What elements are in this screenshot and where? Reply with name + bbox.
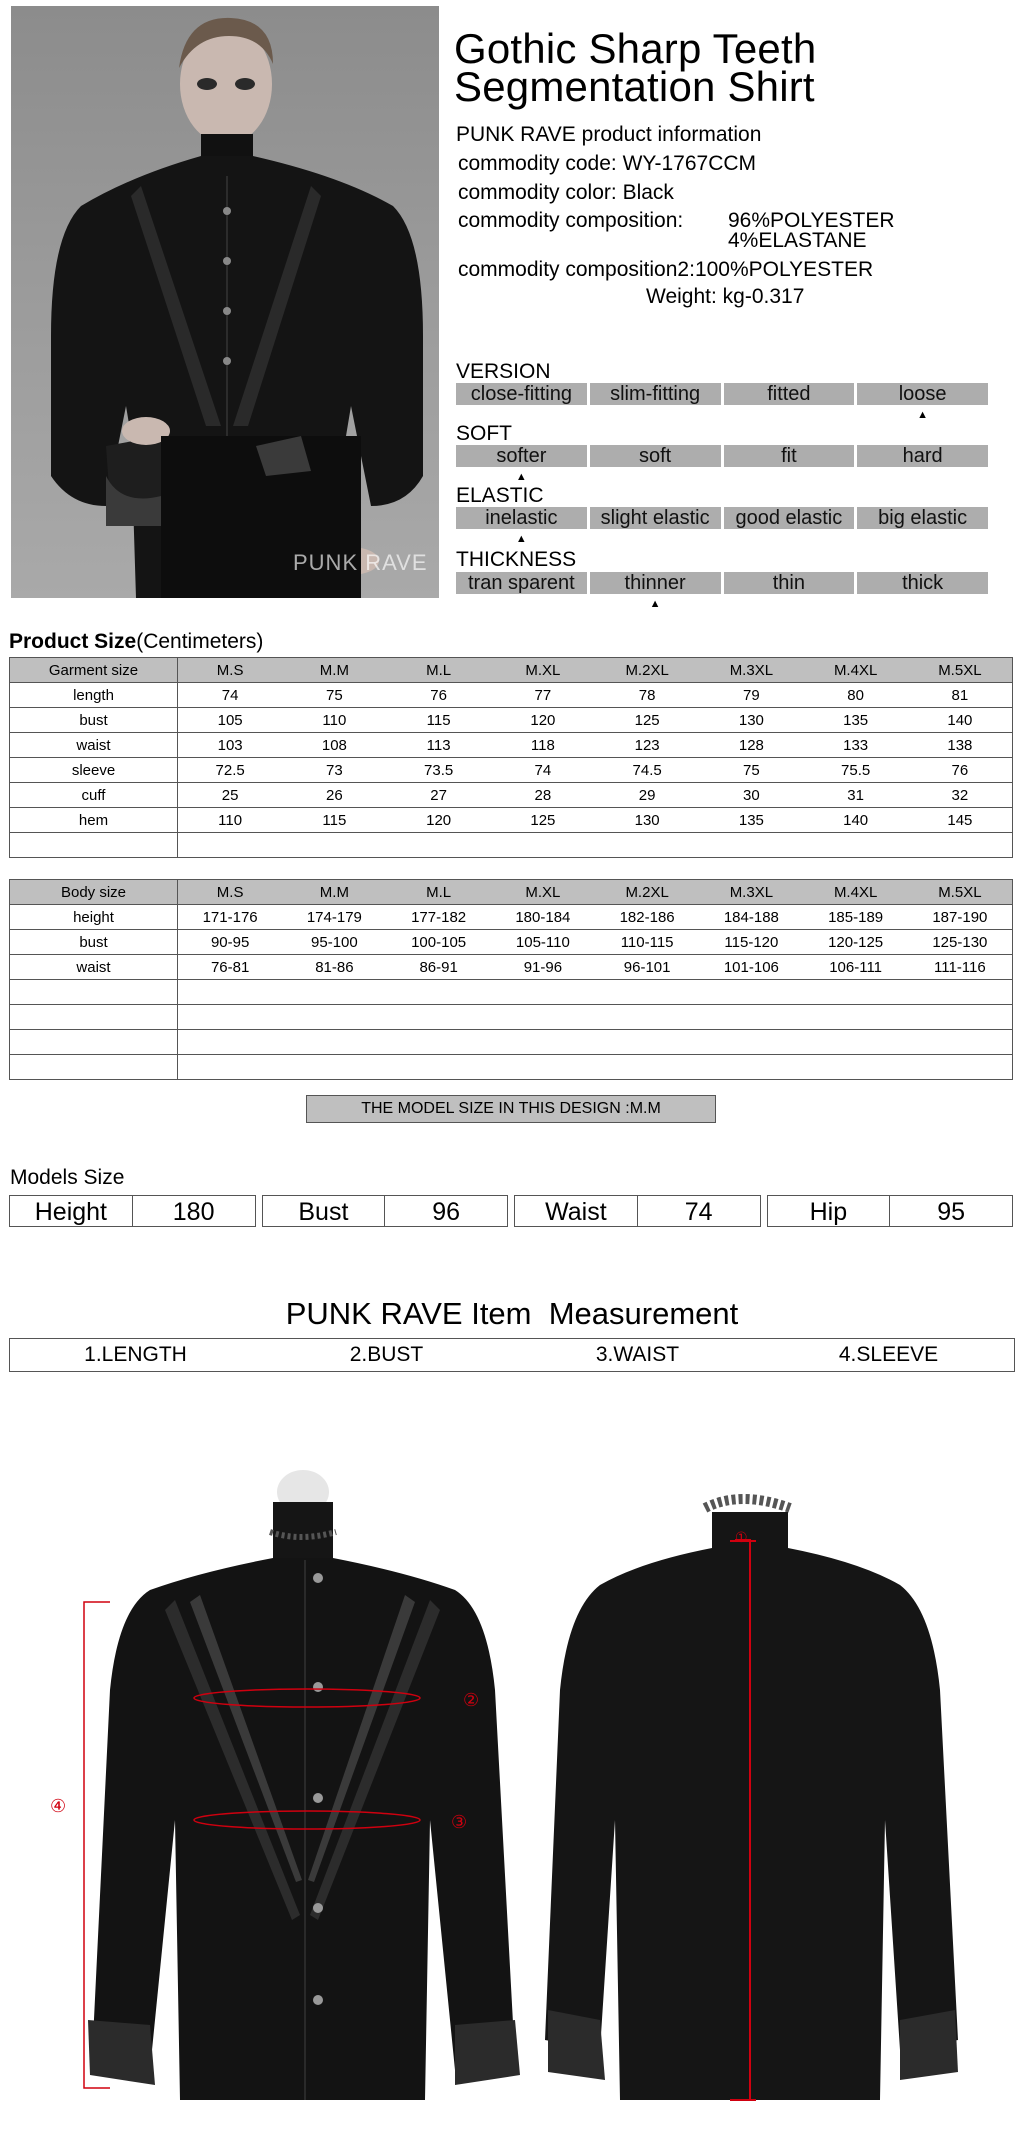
row-label: height <box>10 905 178 930</box>
thickness-option: thick <box>857 572 988 594</box>
hip-label: Hip <box>768 1196 891 1226</box>
table-cell: 125 <box>634 711 660 729</box>
comp2-value: 100%POLYESTER <box>694 258 874 281</box>
bust-value: 96 <box>432 1198 461 1226</box>
version-title: VERSION <box>456 360 551 383</box>
measure-length: 1.LENGTH <box>84 1343 187 1366</box>
table-cell: 174-179 <box>306 908 362 926</box>
size-label: M.M <box>319 661 349 679</box>
table-cell: 105 <box>217 711 243 729</box>
table-header-row <box>10 658 1013 683</box>
table-cell: 111-116 <box>934 958 986 976</box>
shirt-back <box>545 1499 958 2100</box>
table-cell: 187-190 <box>932 908 988 926</box>
table-cell: 120-125 <box>828 933 884 951</box>
table-cell: 133 <box>843 736 869 754</box>
table-cell: 145 <box>947 811 973 829</box>
size-label: M.S <box>216 883 244 901</box>
row-values <box>178 930 1013 955</box>
table-row <box>10 930 1013 955</box>
soft-scale <box>456 445 988 467</box>
table-cell: 135 <box>843 711 869 729</box>
table-cell: 120 <box>530 711 556 729</box>
product-size-heading <box>9 630 263 654</box>
garment-size-header: Garment size <box>10 658 178 683</box>
table-cell: 74.5 <box>632 761 662 779</box>
measurement-diagram <box>0 1460 1024 2140</box>
table-cell: 182-186 <box>619 908 675 926</box>
version-option: loose ▲ <box>857 383 988 405</box>
table-cell: 110 <box>218 811 243 829</box>
table-cell: 75.5 <box>841 761 871 779</box>
table-cell: 26 <box>326 786 343 804</box>
color-label: commodity color: <box>458 181 617 204</box>
marker-3: ③ <box>451 1812 468 1833</box>
soft-title: SOFT <box>456 422 512 445</box>
size-header-cells <box>178 880 1013 905</box>
table-cell: 78 <box>638 686 656 704</box>
marker-2: ② <box>463 1690 480 1711</box>
table-cell: 103 <box>217 736 243 754</box>
size-label: M.3XL <box>729 661 774 679</box>
table-cell: 140 <box>947 711 973 729</box>
title-line-1: Gothic Sharp Teeth <box>454 25 817 72</box>
row-values <box>178 758 1013 783</box>
row-label: waist <box>10 733 178 758</box>
row-label: waist <box>10 955 178 980</box>
weight-label: Weight: <box>646 285 717 308</box>
table-row <box>10 955 1013 980</box>
table-cell: 90-95 <box>210 933 250 951</box>
measure-bust: 2.BUST <box>349 1343 424 1366</box>
table-row-empty <box>10 1055 1013 1080</box>
size-label: M.4XL <box>833 661 878 679</box>
table-cell: 25 <box>221 786 239 804</box>
table-cell: 28 <box>534 786 552 804</box>
table-row <box>10 783 1013 808</box>
table-row <box>10 758 1013 783</box>
thickness-scale <box>456 572 988 594</box>
marker-1: ① <box>735 1530 748 1546</box>
comp-label: commodity composition: <box>458 209 684 232</box>
table-cell: 177-182 <box>411 908 467 926</box>
version-option: slim-fitting <box>590 383 721 405</box>
table-cell: 100-105 <box>411 933 467 951</box>
table-cell: 95-100 <box>311 933 358 951</box>
table-cell: 123 <box>634 736 660 754</box>
row-label: bust <box>10 708 178 733</box>
table-cell: 115 <box>322 811 347 829</box>
comp-value-1: 96%POLYESTER <box>728 209 895 232</box>
soft-option: softer ▲ <box>456 445 587 467</box>
size-label: M.XL <box>525 883 561 901</box>
size-label: M.5XL <box>938 883 982 901</box>
elastic-title: ELASTIC <box>456 484 544 507</box>
table-cell: 81-86 <box>315 958 354 976</box>
table-cell: 115 <box>426 711 451 729</box>
table-cell: 115-120 <box>724 933 779 951</box>
thickness-title: THICKNESS <box>456 548 577 571</box>
code-label: commodity code: <box>458 152 617 175</box>
row-values <box>178 808 1013 833</box>
row-values <box>178 783 1013 808</box>
table-cell: 184-188 <box>723 908 779 926</box>
row-label: cuff <box>10 783 178 808</box>
table-cell: 130 <box>738 711 764 729</box>
table-cell: 101-106 <box>723 958 779 976</box>
code-row <box>458 151 756 177</box>
code-value: WY-1767CCM <box>622 152 757 175</box>
model-bust <box>262 1195 509 1227</box>
size-label: M.2XL <box>625 661 669 679</box>
measurement-legend <box>9 1338 1015 1372</box>
table-cell: 77 <box>534 686 552 704</box>
thickness-option: thin <box>724 572 855 594</box>
models-size-title: Models Size <box>10 1166 125 1189</box>
table-cell: 74 <box>534 761 552 779</box>
table-cell: 31 <box>847 786 864 804</box>
table-cell: 79 <box>743 686 760 704</box>
row-label: hem <box>10 808 178 833</box>
table-cell: 128 <box>738 736 764 754</box>
product-size-unit: (Centimeters) <box>136 630 264 653</box>
table-cell: 76 <box>430 686 447 704</box>
model-illustration <box>11 6 439 598</box>
table-cell: 118 <box>530 736 555 754</box>
comp2-label: commodity composition2: <box>458 258 695 281</box>
table-cell: 138 <box>947 736 973 754</box>
table-cell: 29 <box>638 786 656 804</box>
elastic-option: good elastic <box>724 507 855 529</box>
version-option: fitted <box>724 383 855 405</box>
elastic-option: big elastic <box>857 507 988 529</box>
color-row <box>458 180 674 206</box>
table-row-empty <box>10 1005 1013 1030</box>
weight-row <box>646 284 804 310</box>
weight-value: kg-0.317 <box>722 285 805 308</box>
elastic-option: inelastic ▲ <box>456 507 587 529</box>
measure-sleeve: 4.SLEEVE <box>838 1343 939 1366</box>
thickness-option: tran sparent <box>456 572 587 594</box>
comp-values <box>728 211 895 251</box>
table-cell: 75 <box>743 761 760 779</box>
table-row <box>10 733 1013 758</box>
table-cell: 75 <box>326 686 343 704</box>
table-cell: 110 <box>322 711 347 729</box>
model-hip <box>767 1195 1014 1227</box>
soft-option: fit <box>724 445 855 467</box>
table-cell: 32 <box>951 786 969 804</box>
elastic-scale <box>456 507 988 529</box>
table-row <box>10 708 1013 733</box>
comp-value-2: 4%ELASTANE <box>728 229 867 252</box>
height-value: 180 <box>172 1198 215 1226</box>
table-cell: 130 <box>634 811 660 829</box>
table-cell: 180-184 <box>515 908 571 926</box>
comp2-row <box>458 257 873 283</box>
table-cell: 72.5 <box>215 761 245 779</box>
size-label: M.M <box>319 883 349 901</box>
size-label: M.L <box>426 883 452 901</box>
table-cell: 135 <box>738 811 764 829</box>
table-cell: 76-81 <box>210 958 250 976</box>
product-title <box>454 25 817 110</box>
table-row-empty <box>10 1030 1013 1055</box>
info-header: PUNK RAVE product information <box>456 123 762 146</box>
size-label: M.S <box>216 661 244 679</box>
table-cell: 125-130 <box>932 933 988 951</box>
table-cell: 108 <box>321 736 347 754</box>
table-cell: 105-110 <box>515 933 570 951</box>
size-label: M.4XL <box>833 883 878 901</box>
table-cell: 81 <box>951 686 969 704</box>
table-cell: 30 <box>743 786 760 804</box>
size-label: M.2XL <box>625 883 669 901</box>
table-cell: 110-115 <box>620 933 674 951</box>
garment-size-table <box>9 657 1013 858</box>
shirt-front <box>84 1470 520 2100</box>
height-label: Height <box>10 1196 133 1226</box>
table-cell: 76 <box>951 761 969 779</box>
table-row <box>10 808 1013 833</box>
size-header-cells <box>178 658 1013 683</box>
row-values <box>178 905 1013 930</box>
elastic-option: slight elastic <box>590 507 721 529</box>
row-label: bust <box>10 930 178 955</box>
model-waist <box>514 1195 761 1227</box>
table-cell: 125 <box>530 811 556 829</box>
body-size-header: Body size <box>10 880 178 905</box>
table-cell: 73 <box>326 761 343 779</box>
size-label: M.L <box>426 661 452 679</box>
body-size-table <box>9 879 1013 1080</box>
models-size-row <box>9 1195 1013 1227</box>
table-cell: 106-111 <box>829 958 883 976</box>
table-row <box>10 905 1013 930</box>
table-cell: 27 <box>430 786 447 804</box>
product-size-title: Product Size <box>9 630 137 653</box>
table-row-empty <box>10 980 1013 1005</box>
size-label: M.XL <box>525 661 561 679</box>
measure-waist: 3.WAIST <box>595 1343 680 1366</box>
product-photo <box>11 6 439 598</box>
waist-label: Waist <box>515 1196 638 1226</box>
marker-4: ④ <box>50 1796 67 1817</box>
table-cell: 140 <box>843 811 869 829</box>
row-values <box>178 733 1013 758</box>
model-size-note: THE MODEL SIZE IN THIS DESIGN :M.M <box>306 1095 716 1123</box>
color-value: Black <box>622 181 674 204</box>
soft-option: soft <box>590 445 721 467</box>
row-label: sleeve <box>10 758 178 783</box>
table-row-empty <box>10 833 1013 858</box>
table-cell: 120 <box>426 811 452 829</box>
table-cell: 96-101 <box>623 958 671 976</box>
hip-value: 95 <box>937 1198 966 1226</box>
table-cell: 113 <box>426 736 451 754</box>
thickness-option: thinner ▲ <box>590 572 721 594</box>
table-cell: 86-91 <box>419 958 458 976</box>
title-line-2: Segmentation Shirt <box>454 63 815 110</box>
table-cell: 91-96 <box>523 958 563 976</box>
table-cell: 74 <box>221 686 239 704</box>
size-label: M.5XL <box>938 661 982 679</box>
row-values <box>178 955 1013 980</box>
table-cell: 80 <box>847 686 864 704</box>
model-height <box>9 1195 256 1227</box>
table-cell: 185-189 <box>828 908 884 926</box>
soft-option: hard <box>857 445 988 467</box>
row-label: length <box>10 683 178 708</box>
row-values <box>178 708 1013 733</box>
row-values <box>178 683 1013 708</box>
table-cell: 171-176 <box>202 908 258 926</box>
measurement-title: PUNK RAVE Item Measurement <box>285 1296 739 1331</box>
watermark-text: PUNK RAVE <box>293 550 428 575</box>
version-scale <box>456 383 988 405</box>
bust-label: Bust <box>263 1196 386 1226</box>
waist-value: 74 <box>684 1198 713 1226</box>
table-row <box>10 683 1013 708</box>
size-label: M.3XL <box>729 883 774 901</box>
table-cell: 73.5 <box>424 761 454 779</box>
table-header-row <box>10 880 1013 905</box>
version-option: close-fitting <box>456 383 587 405</box>
